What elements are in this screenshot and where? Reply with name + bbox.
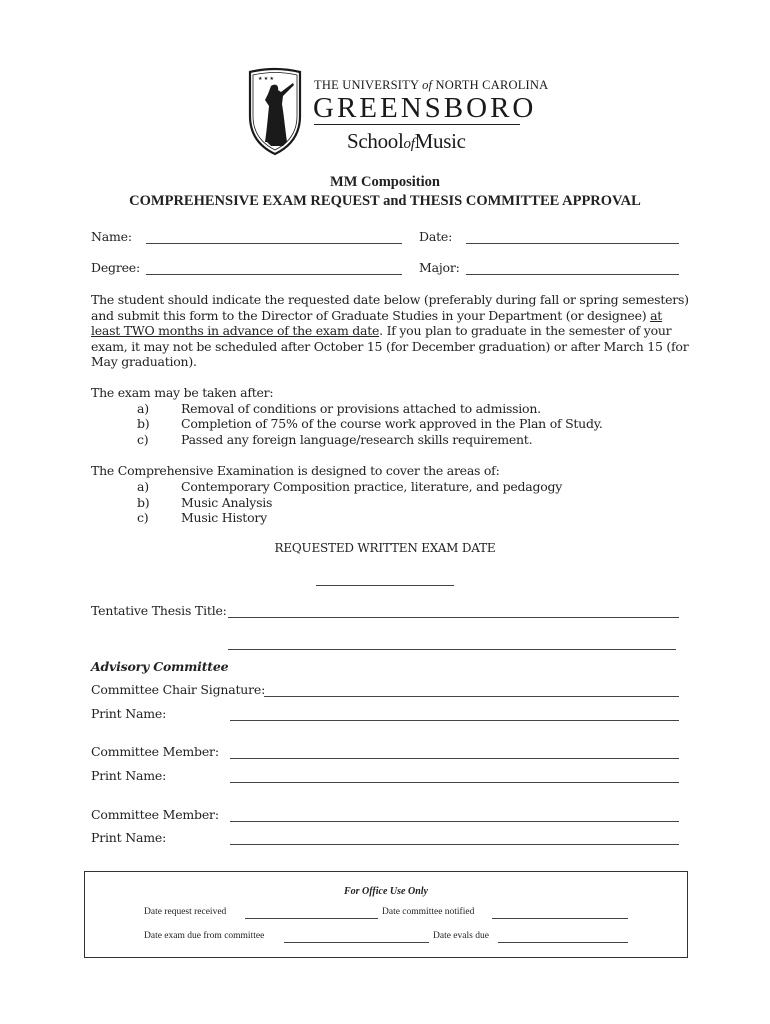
- thesis-title-field-line2[interactable]: [228, 649, 676, 650]
- date-committee-notified-label: Date committee notified: [382, 907, 475, 917]
- date-label: Date:: [419, 229, 453, 244]
- logo-divider: [314, 124, 520, 125]
- list-letter: c): [137, 510, 149, 525]
- list-letter: b): [137, 416, 150, 431]
- svg-text:★ ★ ★: ★ ★ ★: [258, 77, 274, 82]
- major-field[interactable]: [466, 274, 679, 275]
- name-field[interactable]: [146, 243, 402, 244]
- date-exam-due-label: Date exam due from committee: [144, 931, 265, 941]
- date-exam-due-field[interactable]: [284, 942, 429, 943]
- name-label: Name:: [91, 229, 132, 244]
- print-name-label: Print Name:: [91, 768, 167, 783]
- chair-signature-label: Committee Chair Signature:: [91, 682, 266, 697]
- university-name-line: THE UNIVERSITY of NORTH CAROLINA: [314, 78, 549, 92]
- exam-areas-intro: The Comprehensive Examination is designed to cover the areas of:: [91, 463, 500, 478]
- degree-label: Degree:: [91, 260, 141, 275]
- list-letter: c): [137, 432, 149, 447]
- list-item: Removal of conditions or provisions attached to admission.: [181, 401, 541, 416]
- committee-member-label: Committee Member:: [91, 807, 219, 822]
- office-use-heading: For Office Use Only: [344, 886, 428, 897]
- member1-signature-field[interactable]: [230, 758, 679, 759]
- form-subtitle: COMPREHENSIVE EXAM REQUEST and THESIS COMMITTEE APPROVAL: [129, 193, 641, 209]
- exam-date-heading: REQUESTED WRITTEN EXAM DATE: [274, 541, 496, 555]
- date-field[interactable]: [466, 243, 679, 244]
- list-item: Music History: [181, 510, 267, 525]
- eligibility-intro: The exam may be taken after:: [91, 385, 274, 400]
- major-label: Major:: [419, 260, 460, 275]
- member1-print-name-field[interactable]: [230, 782, 679, 783]
- advisory-committee-heading: Advisory Committee: [91, 659, 229, 674]
- seal-icon: [247, 66, 303, 156]
- list-item: Completion of 75% of the course work approved in the Plan of Study.: [181, 416, 603, 431]
- chair-signature-field[interactable]: [264, 696, 679, 697]
- school-of-music-wordmark: SchoolofMusic: [347, 129, 466, 153]
- thesis-title-field[interactable]: [228, 617, 679, 618]
- greensboro-wordmark: GREENSBORO: [313, 92, 537, 124]
- member2-print-name-field[interactable]: [230, 844, 679, 845]
- form-title: MM Composition: [330, 174, 440, 190]
- date-committee-notified-field[interactable]: [492, 918, 628, 919]
- instructions-paragraph: The student should indicate the requested date below (preferably during fall or spring semesters) and submit this form to the Director of Graduate Studies in your Department (or designee) at least TWO months in advance of the exam date. If you plan to graduate in the semester of your exam, it may not be scheduled after October 15 (for December graduation) or after March 15 (for May graduation).: [91, 292, 689, 370]
- office-use-box: [84, 871, 688, 958]
- university-logo: [247, 66, 549, 158]
- list-letter: a): [137, 401, 149, 416]
- list-letter: a): [137, 479, 149, 494]
- member2-signature-field[interactable]: [230, 821, 679, 822]
- list-letter: b): [137, 495, 150, 510]
- date-request-received-label: Date request received: [144, 907, 227, 917]
- chair-print-name-field[interactable]: [230, 720, 679, 721]
- thesis-title-label: Tentative Thesis Title:: [91, 603, 227, 618]
- print-name-label: Print Name:: [91, 830, 167, 845]
- degree-field[interactable]: [146, 274, 402, 275]
- date-request-received-field[interactable]: [245, 918, 378, 919]
- exam-date-field[interactable]: [316, 585, 454, 586]
- print-name-label: Print Name:: [91, 706, 167, 721]
- list-item: Passed any foreign language/research skills requirement.: [181, 432, 533, 447]
- date-evals-due-label: Date evals due: [433, 931, 489, 941]
- list-item: Music Analysis: [181, 495, 273, 510]
- committee-member-label: Committee Member:: [91, 744, 219, 759]
- date-evals-due-field[interactable]: [498, 942, 628, 943]
- list-item: Contemporary Composition practice, literature, and pedagogy: [181, 479, 563, 494]
